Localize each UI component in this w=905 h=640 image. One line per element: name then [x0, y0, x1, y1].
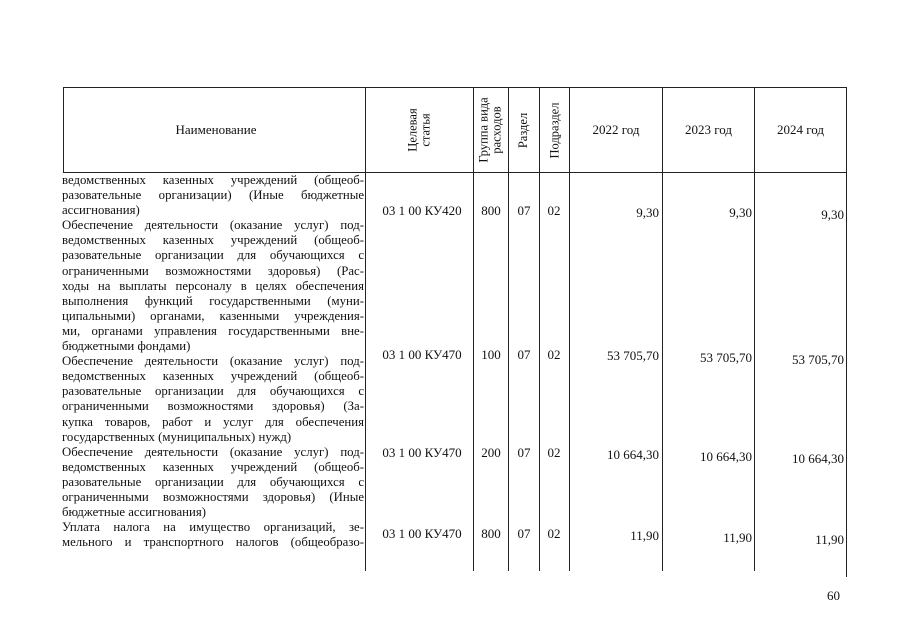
name-line: ограниченными возможностями здоровья) (За- [62, 399, 364, 414]
col-border-left [63, 87, 64, 173]
row-2-target-code: 03 1 00 КУ470 [382, 347, 462, 362]
row-1-amount-2022: 9,30 [636, 205, 659, 220]
row-4-amount-2023: 11,90 [723, 530, 752, 545]
name-line: Уплата налога на имущество организаций, зе- [62, 520, 364, 535]
name-line: ципальными) органами, казенными учреждения- [62, 308, 364, 323]
header-target: Целевая статья [405, 108, 433, 152]
row-2-section: 07 [517, 347, 531, 362]
name-line: Обеспечение деятельности (оказание услуг) под- [62, 354, 364, 369]
name-line: ведомственных казенных учреждений (общеоб- [62, 369, 364, 384]
row-3-amount-2022: 10 664,30 [607, 447, 659, 462]
row-4-amount-2022: 11,90 [630, 528, 659, 543]
header-year-2023: 2023 год [685, 122, 732, 137]
page-number: 60 [827, 588, 840, 603]
row-1-amount-2023: 9,30 [729, 205, 752, 220]
row-4-target-code: 03 1 00 КУ470 [382, 526, 462, 541]
row-1-amount-2024: 9,30 [821, 207, 844, 222]
row-1-target-code: 03 1 00 КУ420 [382, 203, 462, 218]
name-line: ведомственных казенных учреждений (общеоб- [62, 459, 364, 474]
row-3-amount-2023: 10 664,30 [700, 449, 752, 464]
row-4-expense-group: 800 [481, 526, 501, 541]
name-line: ассигнования) [62, 203, 140, 218]
name-line: разовательные организации для обучающихся с [62, 474, 364, 489]
row-1-section: 07 [517, 203, 531, 218]
row-3-amount-2024: 10 664,30 [792, 451, 844, 466]
name-line: ми, органами управления государственными вне- [62, 323, 364, 338]
row-1-expense-group: 800 [481, 203, 501, 218]
row-4-amount-2024: 11,90 [815, 532, 844, 547]
row-4-subsection: 02 [547, 526, 561, 541]
header-section: Раздел [516, 112, 531, 148]
name-line: государственных (муниципальных) нужд) [62, 429, 292, 444]
name-line: Обеспечение деятельности (оказание услуг) под- [62, 444, 364, 459]
row-2-subsection: 02 [547, 347, 561, 362]
name-line: разовательные организации) (Иные бюджетные [62, 188, 364, 203]
row-1-subsection: 02 [547, 203, 561, 218]
name-line: разовательные организации для обучающихся с [62, 384, 364, 399]
name-line: выполнения функций государственными (муни- [62, 293, 364, 308]
row-2-amount-2024: 53 705,70 [792, 352, 844, 367]
header-group: Группа вида расходов [477, 97, 505, 163]
name-column-text [62, 173, 364, 573]
row-2-expense-group: 100 [481, 347, 501, 362]
name-line: бюджетными фондами) [62, 339, 191, 354]
name-line: ведомственных казенных учреждений (общеоб- [62, 233, 364, 248]
name-line: ходы на выплаты персоналу в целях обеспечения [62, 278, 364, 293]
row-4-section: 07 [517, 526, 531, 541]
row-3-target-code: 03 1 00 КУ470 [382, 445, 462, 460]
name-line: бюджетные ассигнования) [62, 505, 206, 520]
name-line: мельного и транспортного налогов (общеобразо- [62, 535, 364, 550]
header-year-2024: 2024 год [777, 122, 824, 137]
name-line: Обеспечение деятельности (оказание услуг) под- [62, 218, 364, 233]
name-line: ограниченными возможностями здоровья) (Рас- [62, 263, 364, 278]
header-name: Наименование [175, 122, 257, 137]
row-2-amount-2022: 53 705,70 [607, 348, 659, 363]
name-line: разовательные организации для обучающихся с [62, 248, 364, 263]
name-line: ведомственных казенных учреждений (общеоб- [62, 173, 364, 187]
row-3-subsection: 02 [547, 445, 561, 460]
name-line: купка товаров, работ и услуг для обеспечения [62, 414, 364, 429]
header-year-2022: 2022 год [592, 122, 640, 137]
row-2-amount-2023: 53 705,70 [700, 350, 752, 365]
header-subsection: Подраздел [547, 102, 561, 158]
row-3-expense-group: 200 [481, 445, 501, 460]
name-line: ограниченными возможностями здоровья) (Иные [62, 489, 364, 504]
row-3-section: 07 [517, 445, 531, 460]
col-border-right [846, 87, 847, 577]
